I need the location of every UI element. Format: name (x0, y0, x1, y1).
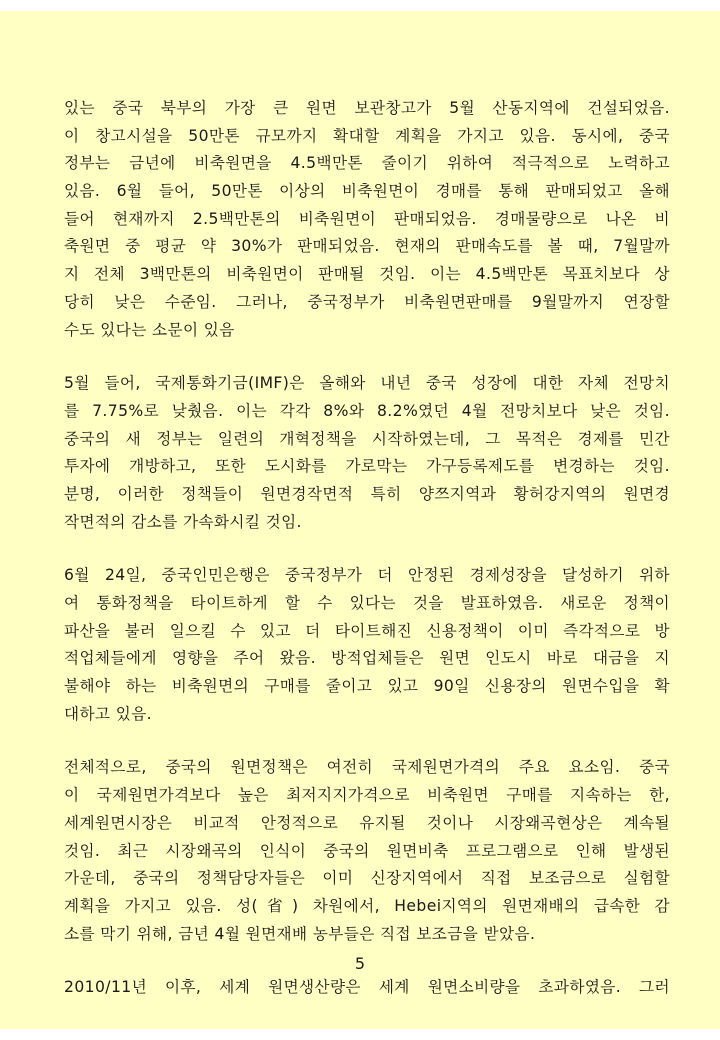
text-line: 이 창고시설을 50만톤 규모까지 확대할 계획을 가지고 있음. 동시에, 중국 (64, 126, 670, 145)
text-line: 수도 있다는 소문이 있음 (64, 320, 235, 339)
text-line: 전체적으로, 중국의 원면정책은 여전히 국제원면가격의 주요 요소임. 중국 (64, 758, 670, 777)
text-line: 투자에 개방하고, 또한 도시화를 가로막는 가구등록제도를 변경하는 것임. (64, 457, 670, 476)
text-line: 적업체들에게 영향을 주어 왔음. 방적업체들은 원면 인도시 바로 대금을 지 (64, 649, 670, 668)
text-line: 축원면 중 평균 약 30%가 판매되었음. 현재의 판매속도를 볼 때, 7월말까 (64, 237, 670, 256)
paragraph-4 (64, 754, 670, 948)
text-line: 2010/11년 이후, 세계 원면생산량은 세계 원면소비량을 초과하였음. 그러 (64, 978, 670, 997)
text-line: 를 7.75%로 낮췄음. 이는 각각 8%와 8.2%였던 4월 전망치보다 낮은 것임. (64, 401, 670, 420)
text-line: 있음. 6월 들어, 50만톤 이상의 비축원면이 경매를 통해 판매되었고 올해 (64, 182, 670, 201)
text-line: 있는 중국 북부의 가장 큰 원면 보관창고가 5월 산동지역에 건설되었음. (64, 99, 670, 117)
text-line: 불해야 하는 비축원면의 구매를 줄이고 있고 90일 신용장의 원면수입을 확 (64, 677, 670, 696)
text-line: 여 통화정책을 타이트하게 할 수 있다는 것을 발표하였음. 새로운 정책이 (64, 594, 670, 612)
text-line: 세계원면시장은 비교적 안정적으로 유지될 것이나 시장왜곡현상은 계속될 (64, 813, 670, 832)
text-line: 계획을 가지고 있음. 성(省) 차원에서, Hebei지역의 원면재배의 급속한 감 (64, 896, 670, 915)
text-line: 대하고 있음. (64, 704, 153, 723)
paragraph-3 (64, 562, 670, 728)
text-line: 들어 현재까지 2.5백만톤의 비축원면이 판매되었음. 경매물량으로 나온 비 (64, 209, 670, 228)
text-line: 분명, 이러한 정책들이 원면경작면적 특히 양쯔지역과 황허강지역의 원면경 (64, 484, 670, 503)
document-body (64, 95, 670, 1028)
text-line: 중국의 새 정부는 일련의 개혁정책을 시작하였는데, 그 목적은 경제를 민간 (64, 429, 670, 448)
text-line: 파산을 불러 일으킬 수 있고 더 타이트해진 신용정책이 이미 즉각적으로 방 (64, 621, 670, 640)
paragraph-5 (64, 974, 670, 1002)
text-line: 당히 낮은 수준임. 그러나, 중국정부가 비축원면판매를 9월말까지 연장할 (64, 292, 670, 311)
text-line: 것임. 최근 시장왜곡의 인식이 중국의 원면비축 프로그램으로 인해 발생된 (64, 841, 670, 860)
document-page (0, 11, 720, 1029)
page-number: 5 (354, 954, 366, 973)
paragraph-1 (64, 95, 670, 344)
text-line: 5월 들어, 국제통화기금(IMF)은 올해와 내년 중국 성장에 대한 자체 전망치 (64, 374, 670, 393)
text-line: 작면적의 감소를 가속화시킬 것임. (64, 512, 302, 531)
text-line: 6월 24일, 중국인민은행은 중국정부가 더 안정된 경제성장을 달성하기 위하 (64, 566, 670, 585)
text-line: 가운데, 중국의 정책담당자들은 이미 신장지역에서 직접 보조금으로 실험할 (64, 869, 670, 888)
text-line: 이 국제원면가격보다 높은 최저지지가격으로 비축원면 구매를 지속하는 한, (64, 786, 670, 805)
text-line: 지 전체 3백만톤의 비축원면이 판매될 것임. 이는 4.5백만톤 목표치보다 상 (64, 265, 670, 284)
paragraph-2 (64, 370, 670, 536)
text-line: 소를 막기 위해, 금년 4월 원면재배 농부들은 직접 보조금을 받았음. (64, 924, 536, 943)
text-line: 정부는 금년에 비축원면을 4.5백만톤 줄이기 위하여 적극적으로 노력하고 (64, 154, 670, 173)
